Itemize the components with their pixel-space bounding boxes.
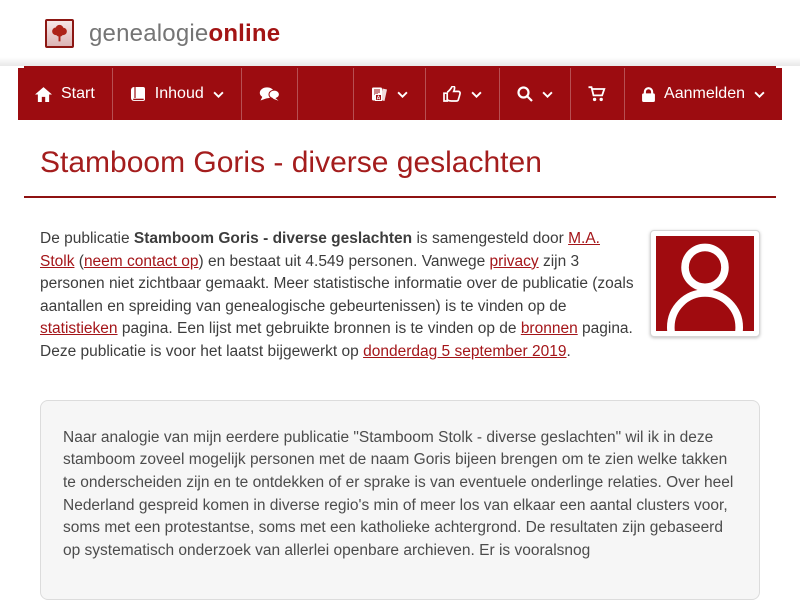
chat-bubbles-icon [259, 87, 280, 102]
nav-start[interactable]: Start [18, 68, 113, 120]
last-updated-link[interactable]: donderdag 5 september 2019 [363, 342, 567, 360]
sources-link[interactable]: bronnen [520, 320, 578, 338]
title-divider [24, 196, 776, 198]
nav-aanmelden[interactable]: Aanmelden [624, 68, 782, 120]
contact-link[interactable]: neem contact op [83, 252, 199, 270]
language-book-icon [371, 87, 388, 102]
book-icon [130, 87, 146, 102]
statistics-link[interactable]: statistieken [40, 320, 118, 338]
nav-inhoud[interactable]: Inhoud [113, 68, 242, 120]
tree-icon [45, 19, 74, 48]
nav-messages[interactable] [242, 68, 298, 120]
nav-like[interactable] [425, 68, 499, 120]
publication-avatar[interactable] [650, 230, 760, 337]
chevron-down-icon [754, 91, 765, 98]
nav-language[interactable] [353, 68, 425, 120]
brand-logo[interactable] [45, 19, 280, 48]
publication-intro [40, 228, 760, 364]
privacy-link[interactable]: privacy [489, 252, 539, 270]
svg-text:A: A [376, 95, 381, 102]
nav-shop[interactable] [570, 68, 624, 120]
person-icon [656, 236, 754, 331]
publication-description-box [40, 400, 760, 600]
home-icon [35, 87, 52, 102]
main-navigation [18, 68, 782, 120]
intro-paragraph: De publicatie Stamboom Goris - diverse geslachten is samengesteld door M.A. Stolk (neem contact op) en bestaat uit 4.549 personen. Vanwege privacy zijn 3 personen niet zichtbaar gemaakt. Meer statistische informatie over de publicatie (zoals aantallen en spreiding van genealogische gebeurtenissen) is te vinden op de statistieken pagina. Een lijst met gebruikte bronnen is te vinden op de bronnen pagina. Deze publicatie is voor het laatst bijgewerkt op donderdag 5 september 2019. [40, 230, 634, 360]
author-link[interactable]: M.A. Stolk [40, 230, 600, 270]
nav-search[interactable] [499, 68, 570, 120]
main-content [0, 146, 800, 600]
chevron-down-icon [542, 91, 553, 98]
publication-name: Stamboom Goris - diverse geslachten [133, 230, 413, 247]
nav-spacer [298, 68, 353, 120]
cart-icon [588, 86, 607, 102]
chevron-down-icon [397, 91, 408, 98]
thumbs-up-icon [443, 86, 462, 102]
chevron-down-icon [471, 91, 482, 98]
brand-name: genealogieonline [89, 19, 281, 47]
description-text: Naar analogie van mijn eerdere publicatie "Stamboom Stolk - diverse geslachten" wil ik in deze stamboom zoveel mogelijk personen met de naam Goris bijeen brengen om te zien welke takken te onderscheiden zijn en te ontdekken of er sprake is van eventuele onderlinge relaties. Over heel Nederland gespreid komen in diverse regio's min of meer los van elkaar een aantal clusters voor, soms met een protestantse, soms met een katholieke achtergrond. De resultaten zijn gebaseerd op systematisch onderzoek van allerlei openbare archieven. Er is vooralsnog [63, 428, 734, 560]
lock-icon [642, 87, 655, 102]
magnifier-icon [517, 86, 533, 102]
site-header [0, 0, 800, 66]
chevron-down-icon [213, 91, 224, 98]
page-title: Stamboom Goris - diverse geslachten [40, 146, 542, 179]
